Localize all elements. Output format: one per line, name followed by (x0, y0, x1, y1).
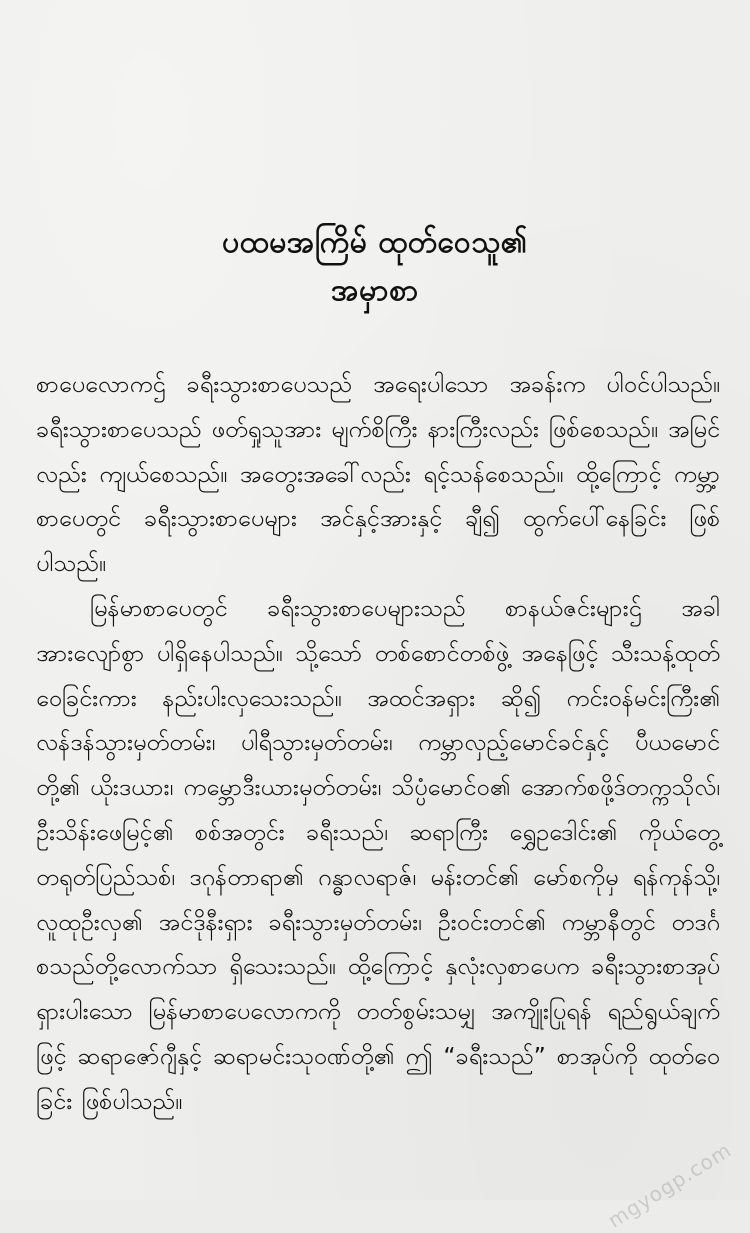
page-title: ပထမအကြိမ် ထုတ်ဝေသူ၏ (222, 225, 528, 260)
page-subtitle: အမှာစာ (331, 273, 419, 308)
body-text (36, 362, 720, 1124)
paragraph-2: မြန်မာစာပေတွင် ခရီးသွားစာပေများသည် စာနယ်ဇင်းများဌ် အခါအားလျော်စွာ ပါရှိနေပါသည်။ သို့သော် တစ်စောင်တစ်ဖွဲ့ အနေဖြင့် သီးသန့်ထုတ်ဝေခြင်းကား နည်းပါးလှသေးသည်။ အထင်အရှား ဆို၍ ကင်းဝန်မင်းကြီး၏ လန်ဒန်သွားမှတ်တမ်း၊ ပါရီသွားမှတ်တမ်း၊ ကမ္ဘာလှည့်မောင်ခင်နှင့် ပီယမောင် တို့၏ ယိုးဒယား၊ ကမ္ဘောဒီးယားမှတ်တမ်း၊ သိပ္ပံမောင်ဝ၏ အောက်စဖို့ဒ်တက္ကသိုလ်၊ ဦးသိန်းဖေမြင့်၏ စစ်အတွင်း ခရီးသည်၊ ဆရာကြီး ရွှေဥဒေါင်း၏ ကိုယ်တွေ့ တရုတ်ပြည်သစ်၊ ဒဂုန်တာရာ၏ ဂန္ဓာလရာဇ်၊ မန်းတင်၏ မော်စကိုမှ ရန်ကုန်သို့၊ လူထုဦးလှ၏ အင်ဒိုနီးရှား ခရီးသွားမှတ်တမ်း၊ ဦးဝင်းတင်၏ ကမ္ဘာနီတွင် တဒင်္ဂ စသည်တို့လောက်သာ ရှိသေးသည်။ ထို့ကြောင့် နှလုံးလှစာပေက ခရီးသွားစာအုပ်ရှားပါးသော မြန်မာစာပေလောကကို တတ်စွမ်းသမျှ အကျိုးပြုရန် ရည်ရွယ်ချက်ဖြင့် ဆရာဇော်ဂျီနှင့် ဆရာမင်းသုဝဏ်တို့၏ ဤ “ခရီးသည်” စာအုပ်ကို ထုတ်ဝေခြင်း ဖြစ်ပါသည်။ (36, 593, 720, 1115)
paragraph-1: စာပေလောကဌ် ခရီးသွားစာပေသည် အရေးပါသော အခန်းက ပါဝင်ပါသည်။ ခရီးသွားစာပေသည် ဖတ်ရှုသူအား မျက်စိကြီး နားကြီးလည်း ဖြစ်စေသည်။ အမြင်လည်း ကျယ်စေသည်။ အတွေးအခေါ်လည်း ရင့်သန်စေသည်။ ထို့ကြောင့် ကမ္ဘာ့စာပေတွင် ခရီးသွားစာပေများ အင်နှင့်အားနှင့် ချီ၍ ထွက်ပေါ်နေခြင်း ဖြစ်ပါသည်။ (36, 370, 720, 578)
watermark: mgyogp.com (603, 1137, 736, 1233)
